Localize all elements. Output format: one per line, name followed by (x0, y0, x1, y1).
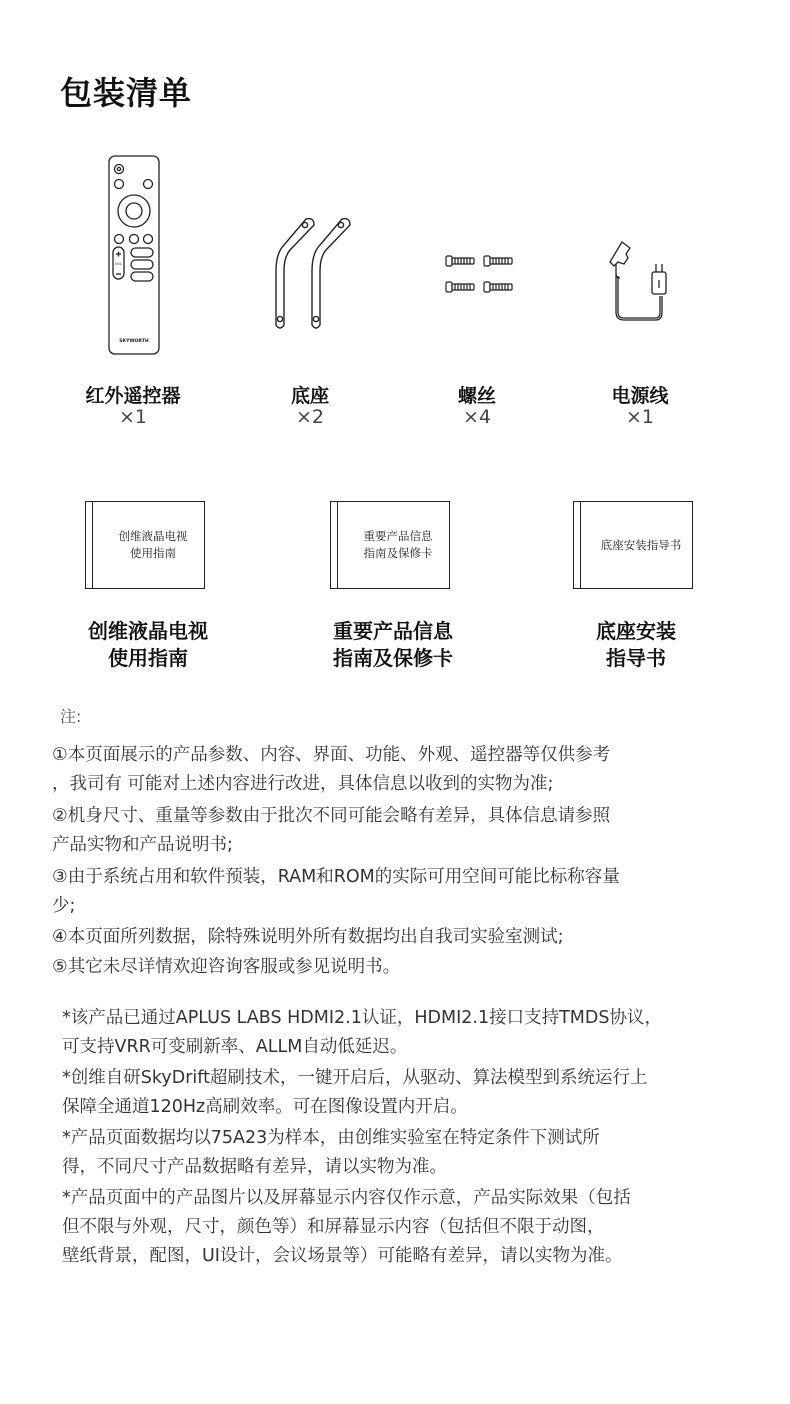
asterisk-note-line: *产品页面中的产品图片以及屏幕显示内容仅作示意，产品实际效果（包括 (62, 1188, 631, 1208)
note-line: 少; (52, 896, 76, 916)
item-qty-remote: ×1 (118, 406, 147, 428)
asterisk-note-line: *产品页面数据均以75A23为样本，由创维实验室在特定条件下测试所 (62, 1128, 600, 1148)
booklet-user-guide-icon (85, 501, 205, 589)
svg-text:VOL: VOL (114, 262, 123, 266)
item-qty-screw: ×4 (462, 406, 491, 428)
asterisk-note-line: *创维自研SkyDrift超刷技术，一键开启后，从驱动、算法模型到系统运行上 (62, 1068, 648, 1088)
note-line: ，我司有 可能对上述内容进行改进，具体信息以收到的实物为准; (52, 774, 554, 794)
asterisk-note-line: *该产品已通过APLUS LABS HDMI2.1认证，HDMI2.1接口支持TMDS协议， (62, 1008, 662, 1028)
booklet-cover-text: 使用指南 (130, 546, 176, 560)
note-line: ④本页面所列数据，除特殊说明外所有数据均出自我司实验室测试; (52, 927, 564, 947)
note-line: 产品实物和产品说明书; (52, 835, 233, 855)
remote-control-icon (108, 155, 160, 355)
screw-icon (444, 253, 518, 301)
power-cable-icon (604, 240, 668, 326)
booklet-cover-text: 创维液晶电视 (118, 529, 188, 543)
svg-text:SKYWORTH: SKYWORTH (119, 339, 149, 344)
stand-icon (270, 215, 360, 335)
asterisk-note-line: 壁纸背景，配图，UI设计，会议场景等）可能略有差异，请以实物为准。 (62, 1246, 623, 1266)
item-qty-stand: ×2 (295, 406, 324, 428)
booklet-cover-text: 指南及保修卡 (363, 546, 433, 560)
booklet-warranty-icon (330, 501, 450, 589)
booklet-name-user-guide: 创维液晶电视 使用指南 (88, 619, 208, 670)
booklet-cover-text: 重要产品信息 (363, 529, 433, 543)
item-name-stand: 底座 (290, 385, 329, 407)
booklet-name-warranty: 重要产品信息 指南及保修卡 (333, 619, 453, 670)
asterisk-note-line: 保障全通道120Hz高刷效率。可在图像设置内开启。 (62, 1097, 468, 1117)
asterisk-note-line: 可支持VRR可变刷新率、ALLM自动低延迟。 (62, 1037, 408, 1057)
asterisk-note-line: 但不限与外观，尺寸，颜色等）和屏幕显示内容（包括但不限于动图， (62, 1217, 605, 1237)
booklet-stand-guide-icon (573, 501, 693, 589)
note-line: ②机身尺寸、重量等参数由于批次不同可能会略有差异，具体信息请参照 (52, 806, 611, 826)
item-qty-power-cable: ×1 (625, 406, 654, 428)
note-line: ⑤其它未尽详情欢迎咨询客服或参见说明书。 (52, 957, 401, 977)
page-title: 包装清单 (60, 74, 193, 112)
asterisk-note-line: 得，不同尺寸产品数据略有差异，请以实物为准。 (62, 1157, 447, 1177)
note-line: ①本页面展示的产品参数、内容、界面、功能、外观、遥控器等仅供参考 (52, 745, 611, 765)
item-name-screw: 螺丝 (457, 385, 496, 407)
notes-label: 注: (60, 707, 82, 726)
item-name-power-cable: 电源线 (611, 385, 669, 407)
booklet-name-stand-guide: 底座安装 指导书 (596, 619, 676, 670)
booklet-cover-text: 底座安装指导书 (600, 537, 682, 552)
item-name-remote: 红外遥控器 (85, 385, 181, 407)
note-line: ③由于系统占用和软件预装，RAM和ROM的实际可用空间可能比标称容量 (52, 867, 620, 887)
